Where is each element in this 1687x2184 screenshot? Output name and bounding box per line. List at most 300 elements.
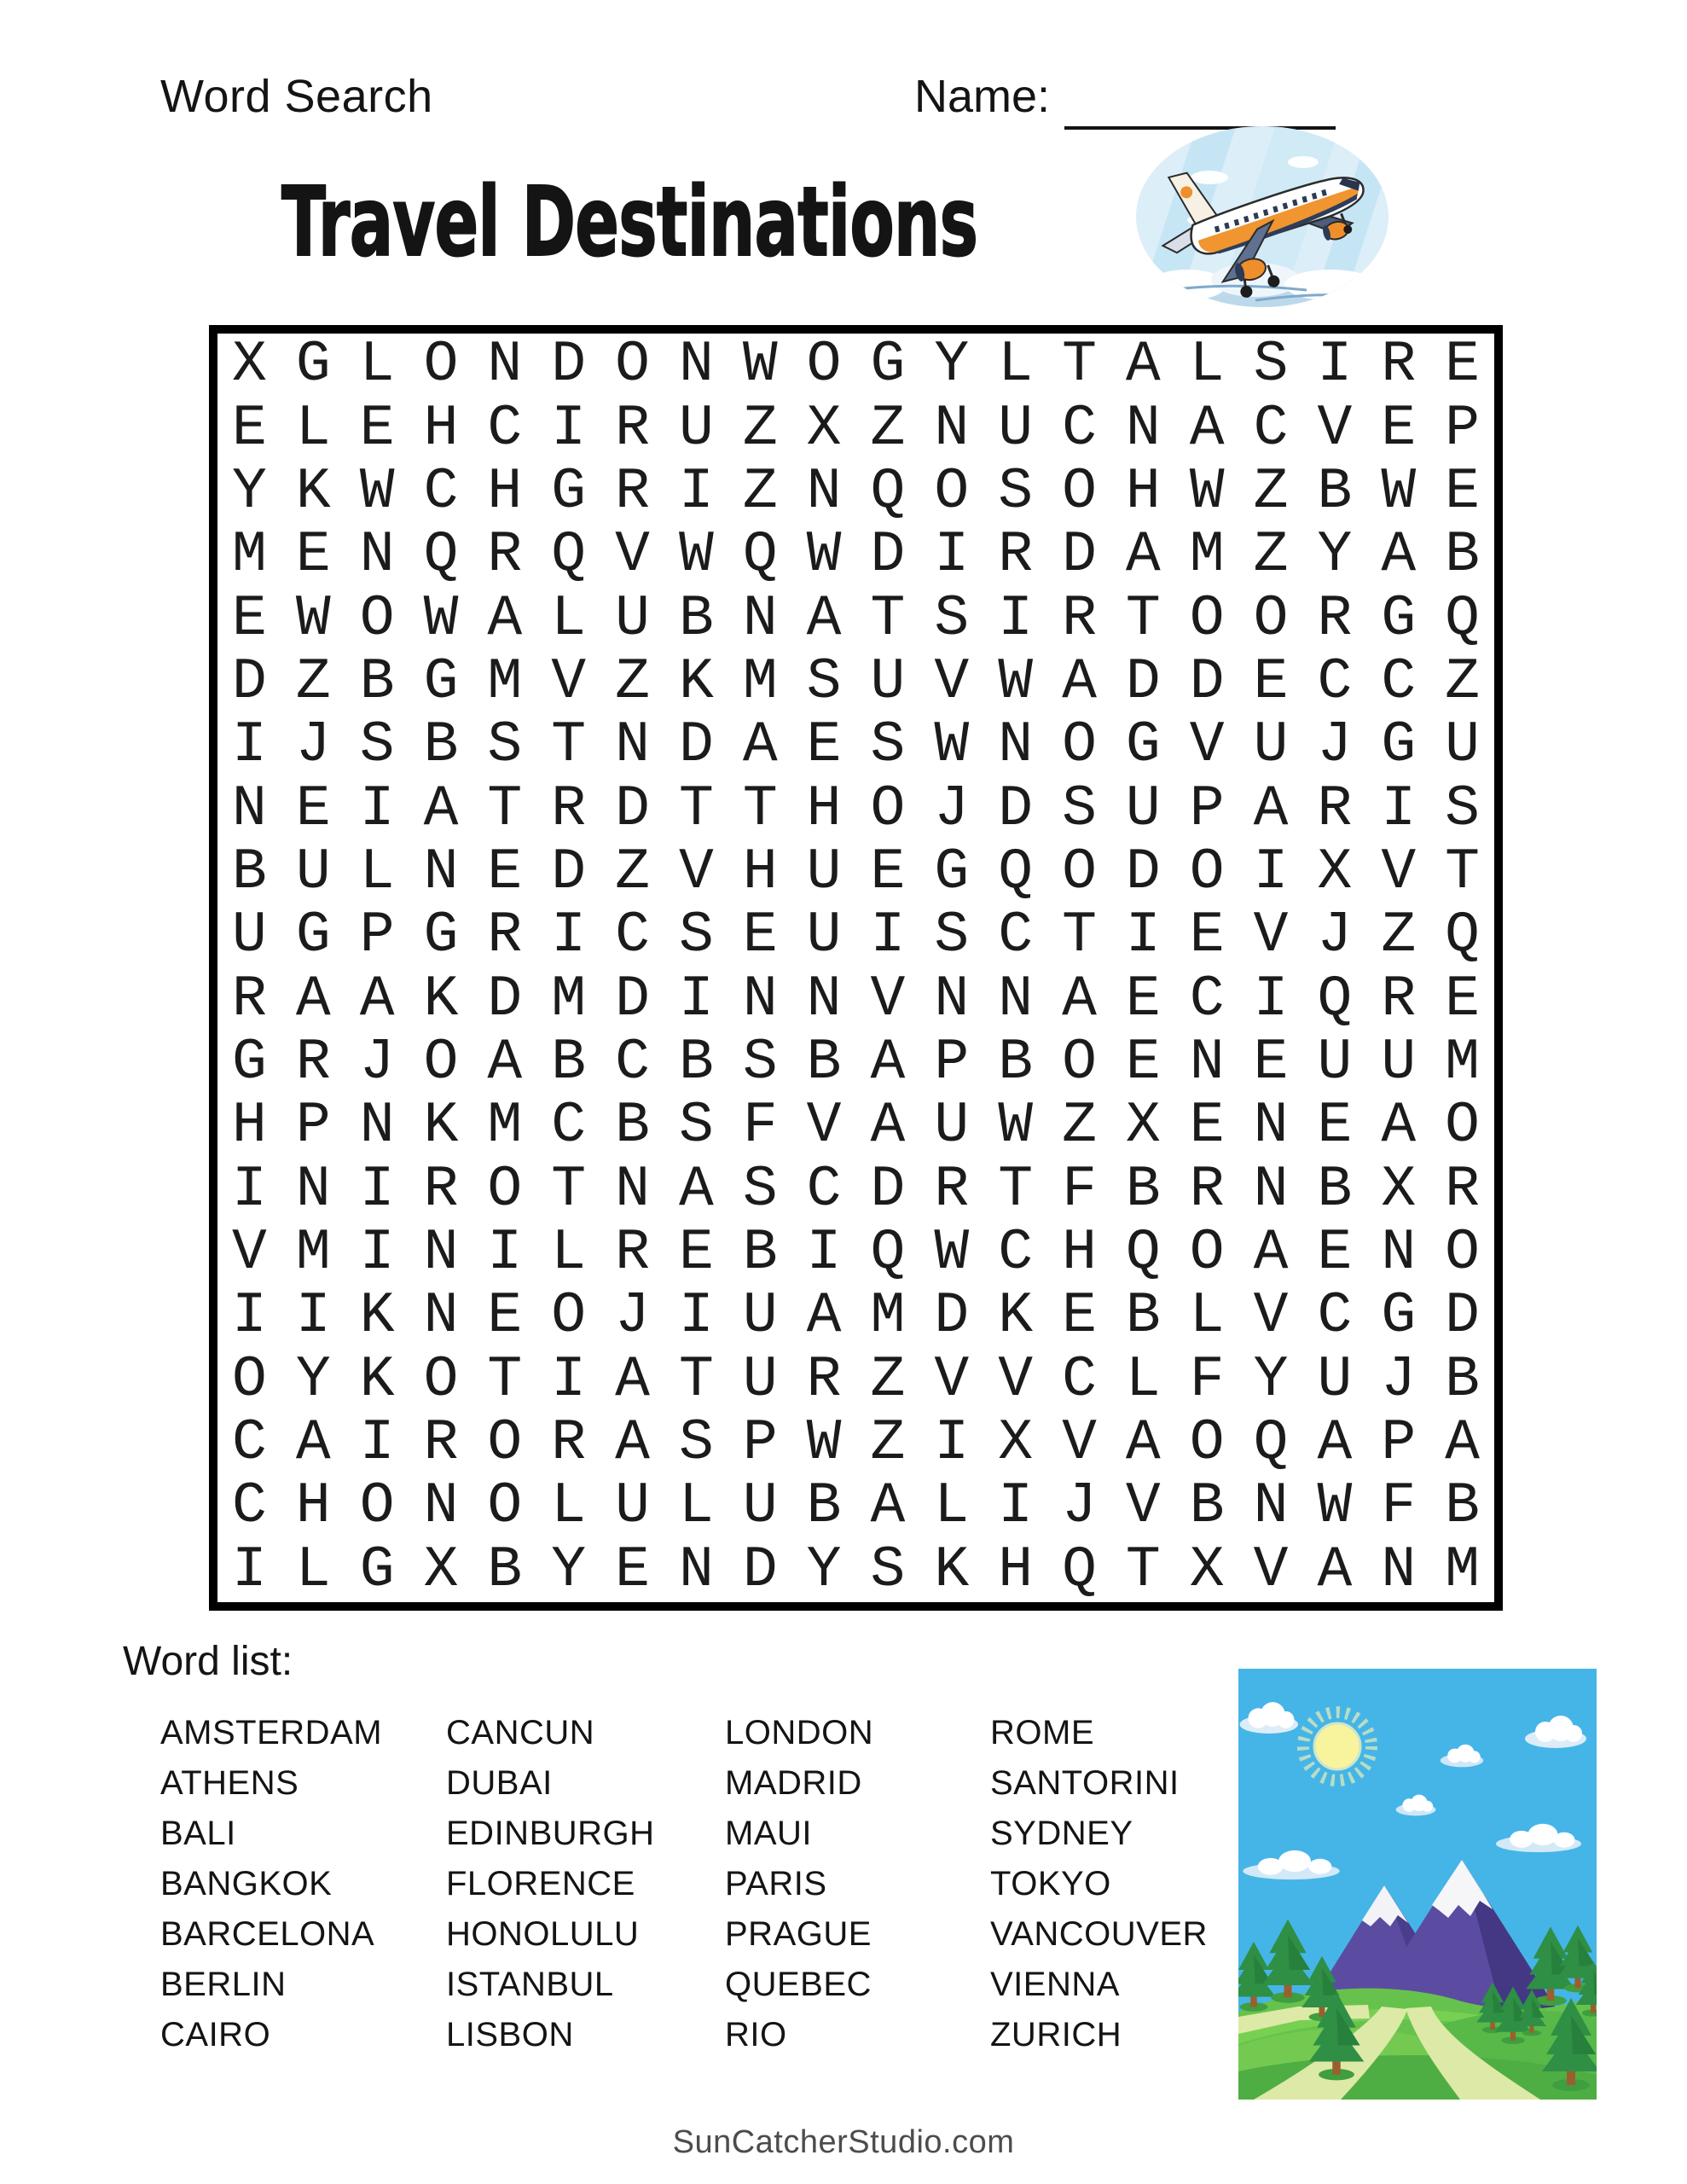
grid-cell: N: [934, 395, 970, 462]
grid-cell: W: [806, 522, 842, 589]
grid-cell: I: [232, 1283, 267, 1350]
grid-cell: X: [1125, 1093, 1161, 1159]
grid-cell: I: [678, 1283, 714, 1350]
grid-cell: H: [742, 839, 778, 905]
grid-cell: N: [1381, 1536, 1417, 1603]
grid-cell: E: [1189, 1093, 1225, 1159]
grid-cell: P: [742, 1410, 778, 1477]
grid-cell: U: [615, 1473, 650, 1540]
grid-cell: M: [870, 1283, 906, 1350]
grid-cell: L: [1189, 1283, 1225, 1350]
grid-cell: B: [1189, 1473, 1225, 1540]
grid-cell: D: [678, 712, 714, 779]
grid-cell: U: [806, 839, 842, 905]
grid-cell: R: [423, 1156, 459, 1223]
grid-cell: B: [487, 1536, 523, 1603]
grid-cell: E: [1445, 966, 1480, 1032]
grid-cell: Q: [423, 522, 459, 589]
grid-cell: O: [1189, 585, 1225, 652]
grid-cell: K: [998, 1283, 1034, 1350]
grid-cell: X: [232, 332, 267, 398]
grid-cell: A: [295, 966, 331, 1032]
grid-cell: G: [295, 903, 331, 969]
grid-cell: U: [870, 648, 906, 715]
grid-cell: E: [1317, 1093, 1353, 1159]
grid-cell: O: [487, 1473, 523, 1540]
grid-cell: Z: [295, 648, 331, 715]
grid-cell: B: [551, 1030, 587, 1096]
grid-cell: E: [615, 1536, 650, 1603]
grid-cell: U: [998, 395, 1034, 462]
grid-cell: C: [1062, 1346, 1097, 1413]
grid-cell: Q: [1445, 585, 1480, 652]
grid-cell: M: [487, 648, 523, 715]
grid-cell: R: [1189, 1156, 1225, 1223]
grid-cell: A: [295, 1410, 331, 1477]
grid-cell: N: [806, 458, 842, 525]
word-list-item: LONDON: [725, 1714, 874, 1751]
grid-cell: R: [232, 966, 267, 1032]
grid-cell: B: [1445, 1473, 1480, 1540]
grid-cell: N: [423, 1473, 459, 1540]
grid-cell: J: [934, 775, 970, 842]
grid-cell: U: [1445, 712, 1480, 779]
grid-cell: W: [295, 585, 331, 652]
grid-cell: C: [232, 1410, 267, 1477]
grid-cell: O: [487, 1410, 523, 1477]
grid-cell: V: [1253, 1536, 1289, 1603]
word-list-item: SANTORINI: [990, 1764, 1180, 1802]
grid-cell: D: [551, 839, 587, 905]
grid-cell: R: [487, 903, 523, 969]
grid-cell: A: [1062, 648, 1097, 715]
grid-cell: L: [678, 1473, 714, 1540]
grid-cell: A: [870, 1473, 906, 1540]
grid-cell: O: [359, 585, 395, 652]
grid-cell: D: [487, 966, 523, 1032]
grid-cell: R: [1062, 585, 1097, 652]
grid-cell: A: [1381, 1093, 1417, 1159]
grid-cell: P: [934, 1030, 970, 1096]
grid-cell: T: [678, 1346, 714, 1413]
grid-cell: E: [232, 585, 267, 652]
grid-cell: C: [1317, 648, 1353, 715]
grid-cell: A: [615, 1410, 650, 1477]
grid-cell: D: [615, 775, 650, 842]
grid-cell: I: [998, 1473, 1034, 1540]
word-list-item: DUBAI: [446, 1764, 553, 1802]
grid-cell: E: [359, 395, 395, 462]
grid-cell: Q: [1062, 1536, 1097, 1603]
word-list-item: PRAGUE: [725, 1915, 872, 1953]
grid-cell: Z: [1253, 458, 1289, 525]
grid-cell: H: [806, 775, 842, 842]
grid-cell: V: [870, 966, 906, 1032]
grid-cell: S: [998, 458, 1034, 525]
grid-cell: I: [934, 1410, 970, 1477]
grid-cell: O: [1253, 585, 1289, 652]
grid-cell: N: [742, 966, 778, 1032]
grid-cell: K: [359, 1283, 395, 1350]
grid-cell: B: [806, 1473, 842, 1540]
grid-cell: R: [1381, 332, 1417, 398]
grid-cell: E: [1189, 903, 1225, 969]
grid-cell: H: [232, 1093, 267, 1159]
grid-cell: S: [1445, 775, 1480, 842]
grid-cell: K: [423, 966, 459, 1032]
grid-cell: D: [615, 966, 650, 1032]
grid-cell: C: [998, 903, 1034, 969]
grid-cell: N: [1253, 1473, 1289, 1540]
grid-cell: M: [295, 1220, 331, 1287]
grid-cell: I: [551, 395, 587, 462]
grid-cell: Y: [806, 1536, 842, 1603]
grid-cell: B: [678, 585, 714, 652]
grid-cell: O: [1189, 1220, 1225, 1287]
grid-cell: N: [487, 332, 523, 398]
grid-cell: N: [1253, 1093, 1289, 1159]
grid-cell: Q: [998, 839, 1034, 905]
grid-cell: T: [1062, 903, 1097, 969]
grid-cell: W: [934, 712, 970, 779]
grid-cell: N: [1189, 1030, 1225, 1096]
grid-cell: U: [806, 903, 842, 969]
grid-cell: O: [423, 1346, 459, 1413]
grid-cell: R: [423, 1410, 459, 1477]
grid-cell: L: [359, 332, 395, 398]
grid-cell: G: [1381, 1283, 1417, 1350]
letter-grid: [209, 325, 1503, 1611]
grid-cell: M: [1445, 1536, 1480, 1603]
grid-cell: D: [998, 775, 1034, 842]
grid-cell: O: [934, 458, 970, 525]
grid-cell: U: [232, 903, 267, 969]
grid-cell: O: [615, 332, 650, 398]
grid-cell: Z: [1062, 1093, 1097, 1159]
grid-cell: R: [551, 775, 587, 842]
grid-cell: A: [1445, 1410, 1480, 1477]
grid-cell: B: [806, 1030, 842, 1096]
word-list-item: RIO: [725, 2016, 787, 2053]
grid-cell: T: [1445, 839, 1480, 905]
grid-cell: B: [742, 1220, 778, 1287]
grid-cell: V: [615, 522, 650, 589]
grid-cell: E: [1445, 458, 1480, 525]
grid-cell: A: [615, 1346, 650, 1413]
grid-cell: C: [615, 1030, 650, 1096]
grid-cell: V: [1125, 1473, 1161, 1540]
grid-cell: O: [1189, 1410, 1225, 1477]
grid-cell: O: [487, 1156, 523, 1223]
word-list-item: LISBON: [446, 2016, 574, 2053]
grid-cell: V: [806, 1093, 842, 1159]
grid-cell: K: [295, 458, 331, 525]
grid-cell: W: [1381, 458, 1417, 525]
grid-cell: C: [1253, 395, 1289, 462]
grid-cell: Y: [934, 332, 970, 398]
page-title: Travel Destinations: [281, 167, 978, 278]
grid-cell: I: [1381, 775, 1417, 842]
word-list-item: ROME: [990, 1714, 1094, 1751]
grid-cell: N: [423, 1220, 459, 1287]
grid-cell: Z: [1445, 648, 1480, 715]
grid-cell: X: [1381, 1156, 1417, 1223]
grid-cell: G: [551, 458, 587, 525]
grid-cell: A: [1317, 1410, 1353, 1477]
grid-cell: H: [295, 1473, 331, 1540]
word-list-item: BERLIN: [160, 1966, 287, 2003]
grid-cell: O: [359, 1473, 395, 1540]
grid-cell: F: [1381, 1473, 1417, 1540]
grid-cell: U: [934, 1093, 970, 1159]
grid-cell: H: [487, 458, 523, 525]
grid-cell: P: [1189, 775, 1225, 842]
grid-cell: U: [742, 1346, 778, 1413]
grid-cell: T: [1125, 585, 1161, 652]
grid-cell: B: [359, 648, 395, 715]
grid-cell: I: [1253, 966, 1289, 1032]
grid-cell: B: [998, 1030, 1034, 1096]
grid-cell: L: [934, 1473, 970, 1540]
grid-cell: A: [1253, 1220, 1289, 1287]
grid-cell: R: [615, 1220, 650, 1287]
grid-cell: E: [295, 775, 331, 842]
grid-cell: N: [232, 775, 267, 842]
grid-cell: D: [1445, 1283, 1480, 1350]
grid-cell: E: [487, 839, 523, 905]
grid-cell: C: [487, 395, 523, 462]
grid-cell: V: [1189, 712, 1225, 779]
grid-cell: O: [806, 332, 842, 398]
grid-cell: J: [1317, 712, 1353, 779]
grid-cell: J: [1062, 1473, 1097, 1540]
grid-cell: U: [1381, 1030, 1417, 1096]
word-list-item: CAIRO: [160, 2016, 271, 2053]
mountain-landscape-illustration: [1238, 1669, 1597, 2100]
grid-cell: I: [998, 585, 1034, 652]
grid-cell: P: [1381, 1410, 1417, 1477]
grid-cell: K: [423, 1093, 459, 1159]
grid-cell: I: [232, 712, 267, 779]
grid-cell: Q: [1125, 1220, 1161, 1287]
grid-cell: G: [870, 332, 906, 398]
grid-cell: I: [678, 458, 714, 525]
grid-cell: L: [998, 332, 1034, 398]
grid-cell: Z: [615, 648, 650, 715]
word-list-item: FLORENCE: [446, 1865, 635, 1902]
grid-cell: S: [742, 1156, 778, 1223]
grid-cell: Q: [742, 522, 778, 589]
grid-cell: V: [998, 1346, 1034, 1413]
grid-cell: V: [678, 839, 714, 905]
grid-cell: U: [742, 1473, 778, 1540]
grid-cell: Z: [742, 395, 778, 462]
grid-cell: O: [1062, 1030, 1097, 1096]
grid-cell: E: [1381, 395, 1417, 462]
grid-cell: C: [232, 1473, 267, 1540]
word-list-column: [725, 1708, 873, 2060]
word-list-item: VANCOUVER: [990, 1915, 1208, 1953]
grid-cell: D: [232, 648, 267, 715]
grid-cell: A: [1189, 395, 1225, 462]
word-list-item: PARIS: [725, 1865, 827, 1902]
grid-cell: Y: [1317, 522, 1353, 589]
grid-cell: W: [742, 332, 778, 398]
grid-cell: N: [934, 966, 970, 1032]
word-list-column: [160, 1708, 382, 2060]
grid-cell: A: [806, 1283, 842, 1350]
grid-cell: Q: [1445, 903, 1480, 969]
grid-cell: H: [423, 395, 459, 462]
grid-cell: R: [998, 522, 1034, 589]
grid-cell: E: [1253, 648, 1289, 715]
grid-cell: O: [551, 1283, 587, 1350]
grid-cell: W: [423, 585, 459, 652]
grid-cell: N: [615, 712, 650, 779]
grid-cell: N: [295, 1156, 331, 1223]
grid-cell: I: [359, 1410, 395, 1477]
grid-cell: H: [1125, 458, 1161, 525]
grid-cell: L: [359, 839, 395, 905]
grid-cell: R: [1317, 585, 1353, 652]
word-list-item: EDINBURGH: [446, 1815, 655, 1852]
grid-cell: B: [615, 1093, 650, 1159]
grid-cell: K: [359, 1346, 395, 1413]
grid-cell: W: [806, 1410, 842, 1477]
word-list-item: TOKYO: [990, 1865, 1111, 1902]
grid-cell: Z: [1381, 903, 1417, 969]
grid-cell: N: [998, 712, 1034, 779]
grid-cell: G: [1381, 585, 1417, 652]
grid-cell: A: [806, 585, 842, 652]
grid-cell: O: [1445, 1220, 1480, 1287]
grid-cell: N: [806, 966, 842, 1032]
grid-cell: V: [232, 1220, 267, 1287]
grid-cell: H: [1062, 1220, 1097, 1287]
grid-cell: O: [870, 775, 906, 842]
grid-cell: E: [1125, 966, 1161, 1032]
grid-cell: N: [1253, 1156, 1289, 1223]
grid-cell: D: [1125, 839, 1161, 905]
grid-cell: G: [423, 903, 459, 969]
grid-cell: Z: [870, 395, 906, 462]
grid-cell: O: [423, 332, 459, 398]
grid-cell: S: [678, 1410, 714, 1477]
grid-cell: B: [1125, 1283, 1161, 1350]
grid-cell: S: [870, 1536, 906, 1603]
grid-cell: A: [870, 1030, 906, 1096]
grid-cell: R: [551, 1410, 587, 1477]
word-list-item: SYDNEY: [990, 1815, 1133, 1852]
grid-cell: Z: [870, 1346, 906, 1413]
grid-cell: A: [487, 585, 523, 652]
grid-cell: V: [551, 648, 587, 715]
grid-cell: B: [1445, 522, 1480, 589]
grid-cell: A: [1062, 966, 1097, 1032]
word-list-item: CANCUN: [446, 1714, 595, 1751]
grid-cell: D: [870, 1156, 906, 1223]
grid-cell: I: [359, 1156, 395, 1223]
grid-cell: A: [1317, 1536, 1353, 1603]
grid-cell: V: [1317, 395, 1353, 462]
grid-cell: Z: [615, 839, 650, 905]
grid-cell: Y: [551, 1536, 587, 1603]
grid-cell: G: [934, 839, 970, 905]
word-list-item: ISTANBUL: [446, 1966, 614, 2003]
grid-cell: M: [1189, 522, 1225, 589]
grid-cell: E: [1253, 1030, 1289, 1096]
grid-cell: I: [551, 903, 587, 969]
word-list-item: ATHENS: [160, 1764, 299, 1802]
grid-cell: O: [232, 1346, 267, 1413]
grid-cell: W: [359, 458, 395, 525]
grid-cell: R: [1381, 966, 1417, 1032]
grid-cell: F: [1062, 1156, 1097, 1223]
grid-cell: G: [1125, 712, 1161, 779]
word-list-label: Word list:: [123, 1639, 293, 1684]
grid-cell: U: [1317, 1346, 1353, 1413]
grid-cell: N: [1381, 1220, 1417, 1287]
grid-cell: U: [678, 395, 714, 462]
grid-cell: N: [359, 1093, 395, 1159]
grid-cell: X: [1189, 1536, 1225, 1603]
grid-cell: A: [1253, 775, 1289, 842]
word-list-column: [446, 1708, 655, 2060]
grid-cell: K: [678, 648, 714, 715]
grid-cell: X: [806, 395, 842, 462]
grid-cell: T: [1125, 1536, 1161, 1603]
grid-cell: A: [870, 1093, 906, 1159]
grid-cell: L: [295, 1536, 331, 1603]
grid-cell: L: [295, 395, 331, 462]
grid-cell: T: [742, 775, 778, 842]
grid-cell: S: [678, 1093, 714, 1159]
grid-cell: T: [551, 712, 587, 779]
grid-cell: W: [934, 1220, 970, 1287]
grid-cell: J: [1381, 1346, 1417, 1413]
grid-cell: Q: [1317, 966, 1353, 1032]
grid-cell: J: [359, 1030, 395, 1096]
grid-cell: E: [487, 1283, 523, 1350]
grid-cell: L: [1125, 1346, 1161, 1413]
grid-cell: G: [295, 332, 331, 398]
grid-cell: P: [295, 1093, 331, 1159]
grid-cell: Q: [870, 458, 906, 525]
grid-cell: L: [551, 585, 587, 652]
grid-cell: Q: [870, 1220, 906, 1287]
word-list-item: QUEBEC: [725, 1966, 872, 2003]
grid-cell: X: [423, 1536, 459, 1603]
grid-cell: V: [1062, 1410, 1097, 1477]
grid-cell: O: [1062, 839, 1097, 905]
grid-cell: X: [998, 1410, 1034, 1477]
grid-cell: I: [359, 775, 395, 842]
grid-cell: C: [1189, 966, 1225, 1032]
grid-cell: E: [1317, 1220, 1353, 1287]
grid-cell: M: [487, 1093, 523, 1159]
grid-cell: S: [487, 712, 523, 779]
grid-cell: N: [423, 839, 459, 905]
grid-cell: S: [934, 903, 970, 969]
grid-cell: B: [1445, 1346, 1480, 1413]
grid-cell: B: [1125, 1156, 1161, 1223]
grid-cell: L: [551, 1473, 587, 1540]
grid-cell: D: [551, 332, 587, 398]
grid-cell: B: [678, 1030, 714, 1096]
grid-cell: A: [359, 966, 395, 1032]
grid-cell: R: [1317, 775, 1353, 842]
grid-cell: R: [806, 1346, 842, 1413]
